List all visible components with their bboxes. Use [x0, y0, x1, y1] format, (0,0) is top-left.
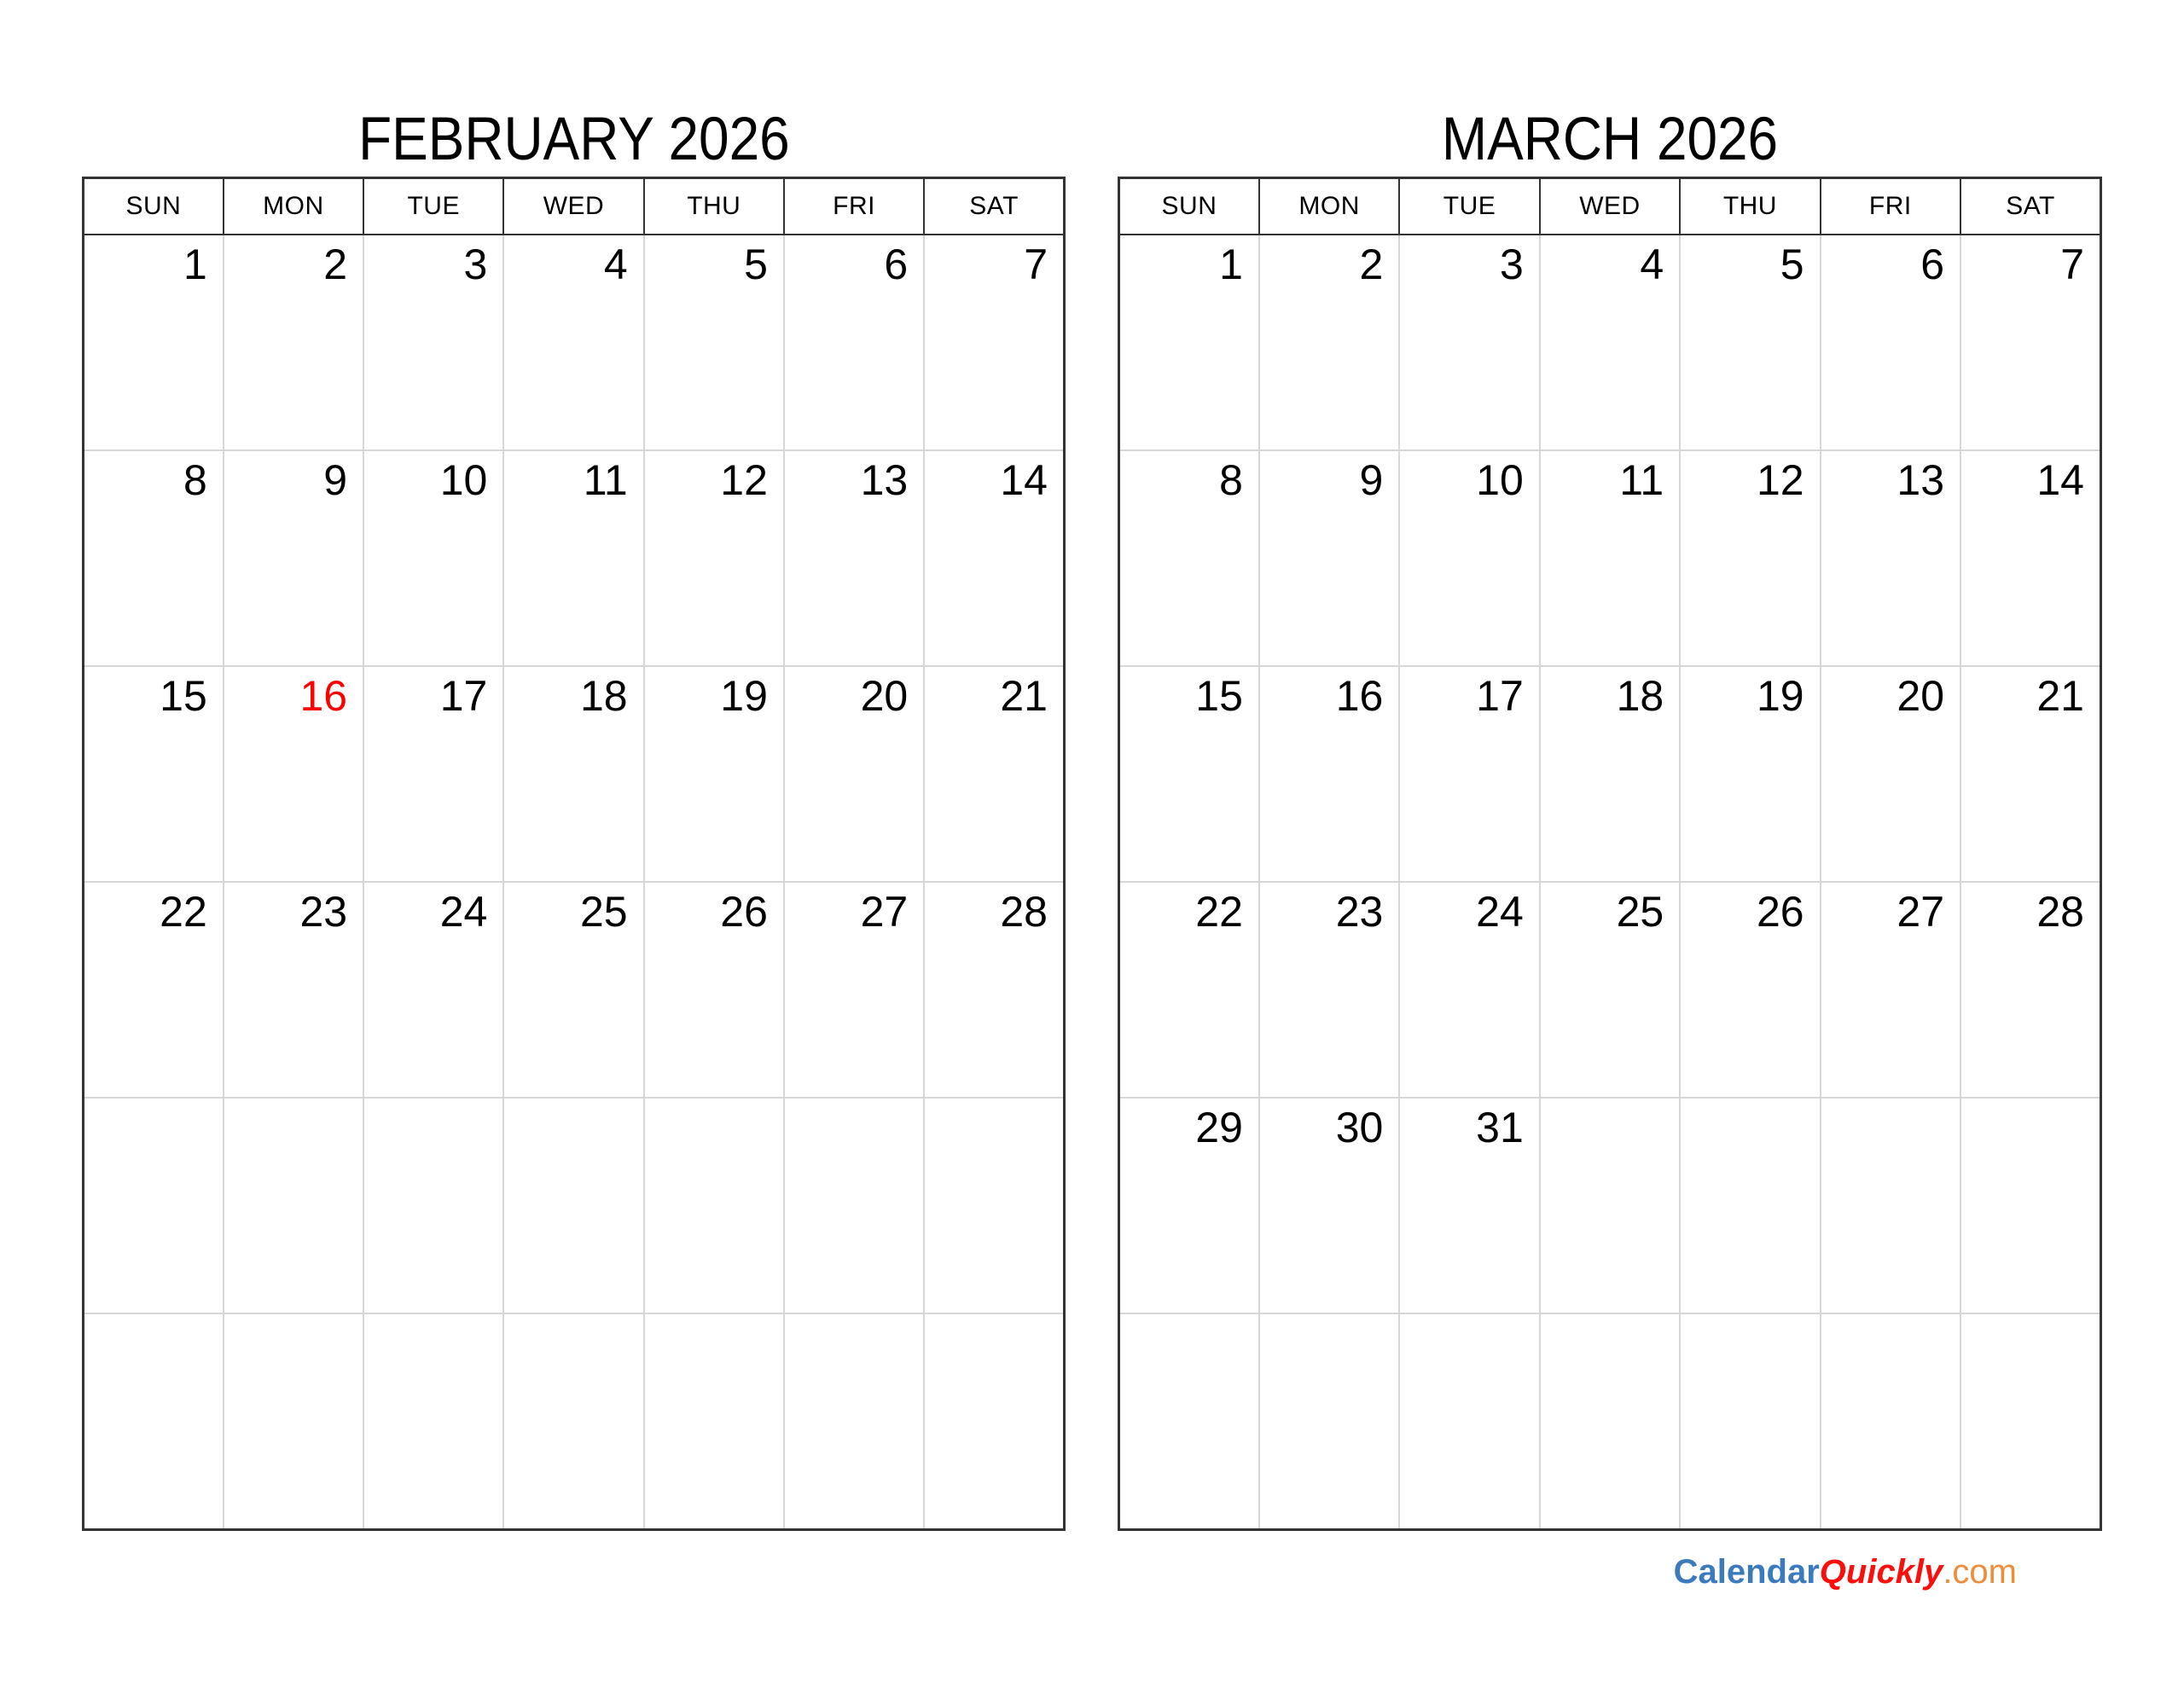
- day-cell: 31: [1399, 1098, 1539, 1313]
- day-cell: 23: [224, 882, 363, 1098]
- empty-cell: [84, 1313, 224, 1530]
- empty-cell: [1259, 1313, 1399, 1530]
- day-cell: 13: [784, 450, 924, 666]
- day-cell: 26: [1680, 882, 1820, 1098]
- day-cell: 3: [363, 235, 503, 450]
- brand-logo-calendar: Calendar: [1673, 1553, 1820, 1591]
- month-title-march: [1118, 102, 2102, 177]
- brand-logo-com: .com: [1943, 1553, 2017, 1591]
- empty-cell: [1540, 1098, 1680, 1313]
- empty-cell: [363, 1313, 503, 1530]
- empty-cell: [1119, 1313, 1259, 1530]
- day-cell: 13: [1821, 450, 1960, 666]
- day-cell: 27: [1821, 882, 1960, 1098]
- day-cell: 22: [1119, 882, 1259, 1098]
- day-cell: 20: [784, 666, 924, 882]
- day-cell: 25: [1540, 882, 1680, 1098]
- day-cell: 21: [924, 666, 1064, 882]
- empty-cell: [784, 1098, 924, 1313]
- day-cell: 27: [784, 882, 924, 1098]
- calendar-february: [82, 102, 1066, 1531]
- day-cell: 6: [784, 235, 924, 450]
- day-header: SAT: [924, 178, 1064, 235]
- day-cell: 12: [644, 450, 784, 666]
- day-cell: 20: [1821, 666, 1960, 882]
- empty-cell: [224, 1313, 363, 1530]
- day-cell: 12: [1680, 450, 1820, 666]
- day-cell: 7: [924, 235, 1064, 450]
- day-cell: 21: [1960, 666, 2100, 882]
- calendar-march: [1118, 102, 2102, 1531]
- day-cell: 5: [644, 235, 784, 450]
- day-cell: 26: [644, 882, 784, 1098]
- day-header: SUN: [84, 178, 224, 235]
- month-title-text: MARCH 2026: [1441, 106, 1779, 173]
- day-cell: 23: [1259, 882, 1399, 1098]
- day-cell: 1: [84, 235, 224, 450]
- day-cell: 6: [1821, 235, 1960, 450]
- day-cell: 16: [1259, 666, 1399, 882]
- empty-cell: [644, 1313, 784, 1530]
- day-cell: 15: [1119, 666, 1259, 882]
- day-cell: 25: [503, 882, 643, 1098]
- day-header: WED: [1540, 178, 1680, 235]
- brand-logo-quickly: Quickly: [1819, 1553, 1943, 1591]
- day-cell: 5: [1680, 235, 1820, 450]
- empty-cell: [1399, 1313, 1539, 1530]
- day-cell: 10: [1399, 450, 1539, 666]
- day-cell: 11: [1540, 450, 1680, 666]
- empty-cell: [503, 1313, 643, 1530]
- empty-cell: [1821, 1313, 1960, 1530]
- day-cell: 19: [1680, 666, 1820, 882]
- day-header: THU: [1680, 178, 1820, 235]
- empty-cell: [503, 1098, 643, 1313]
- day-cell: 15: [84, 666, 224, 882]
- empty-cell: [363, 1098, 503, 1313]
- day-cell: 29: [1119, 1098, 1259, 1313]
- day-header: FRI: [784, 178, 924, 235]
- day-cell: 9: [1259, 450, 1399, 666]
- day-cell: 24: [363, 882, 503, 1098]
- day-cell: 1: [1119, 235, 1259, 450]
- day-cell: 19: [644, 666, 784, 882]
- day-cell: 2: [224, 235, 363, 450]
- empty-cell: [1960, 1313, 2100, 1530]
- day-header: WED: [503, 178, 643, 235]
- empty-cell: [784, 1313, 924, 1530]
- day-header: THU: [644, 178, 784, 235]
- empty-cell: [924, 1098, 1064, 1313]
- day-cell: 17: [363, 666, 503, 882]
- day-header: MON: [1259, 178, 1399, 235]
- day-header: SAT: [1960, 178, 2100, 235]
- day-cell: 4: [1540, 235, 1680, 450]
- day-cell: 28: [1960, 882, 2100, 1098]
- day-cell: 10: [363, 450, 503, 666]
- calendar-grid-march: [1118, 177, 2102, 1531]
- empty-cell: [1680, 1098, 1820, 1313]
- day-cell: 22: [84, 882, 224, 1098]
- empty-cell: [1540, 1313, 1680, 1530]
- month-title-text: FEBRUARY 2026: [357, 106, 790, 173]
- day-cell: 28: [924, 882, 1064, 1098]
- empty-cell: [224, 1098, 363, 1313]
- highlighted-day-cell: 16: [224, 666, 363, 882]
- day-cell: 7: [1960, 235, 2100, 450]
- day-cell: 17: [1399, 666, 1539, 882]
- day-cell: 18: [1540, 666, 1680, 882]
- empty-cell: [1680, 1313, 1820, 1530]
- empty-cell: [644, 1098, 784, 1313]
- day-cell: 4: [503, 235, 643, 450]
- day-cell: 3: [1399, 235, 1539, 450]
- day-cell: 8: [84, 450, 224, 666]
- day-cell: 14: [1960, 450, 2100, 666]
- month-title-february: [82, 102, 1066, 177]
- day-cell: 14: [924, 450, 1064, 666]
- day-cell: 18: [503, 666, 643, 882]
- day-header: TUE: [1399, 178, 1539, 235]
- empty-cell: [1821, 1098, 1960, 1313]
- day-header: TUE: [363, 178, 503, 235]
- empty-cell: [924, 1313, 1064, 1530]
- day-cell: 30: [1259, 1098, 1399, 1313]
- day-cell: 11: [503, 450, 643, 666]
- day-header: SUN: [1119, 178, 1259, 235]
- day-cell: 8: [1119, 450, 1259, 666]
- empty-cell: [84, 1098, 224, 1313]
- day-header: MON: [224, 178, 363, 235]
- empty-cell: [1960, 1098, 2100, 1313]
- day-header: FRI: [1821, 178, 1960, 235]
- day-cell: 2: [1259, 235, 1399, 450]
- brand-logo[interactable]: [1674, 1552, 2017, 1591]
- calendar-grid-february: [82, 177, 1066, 1531]
- day-cell: 9: [224, 450, 363, 666]
- day-cell: 24: [1399, 882, 1539, 1098]
